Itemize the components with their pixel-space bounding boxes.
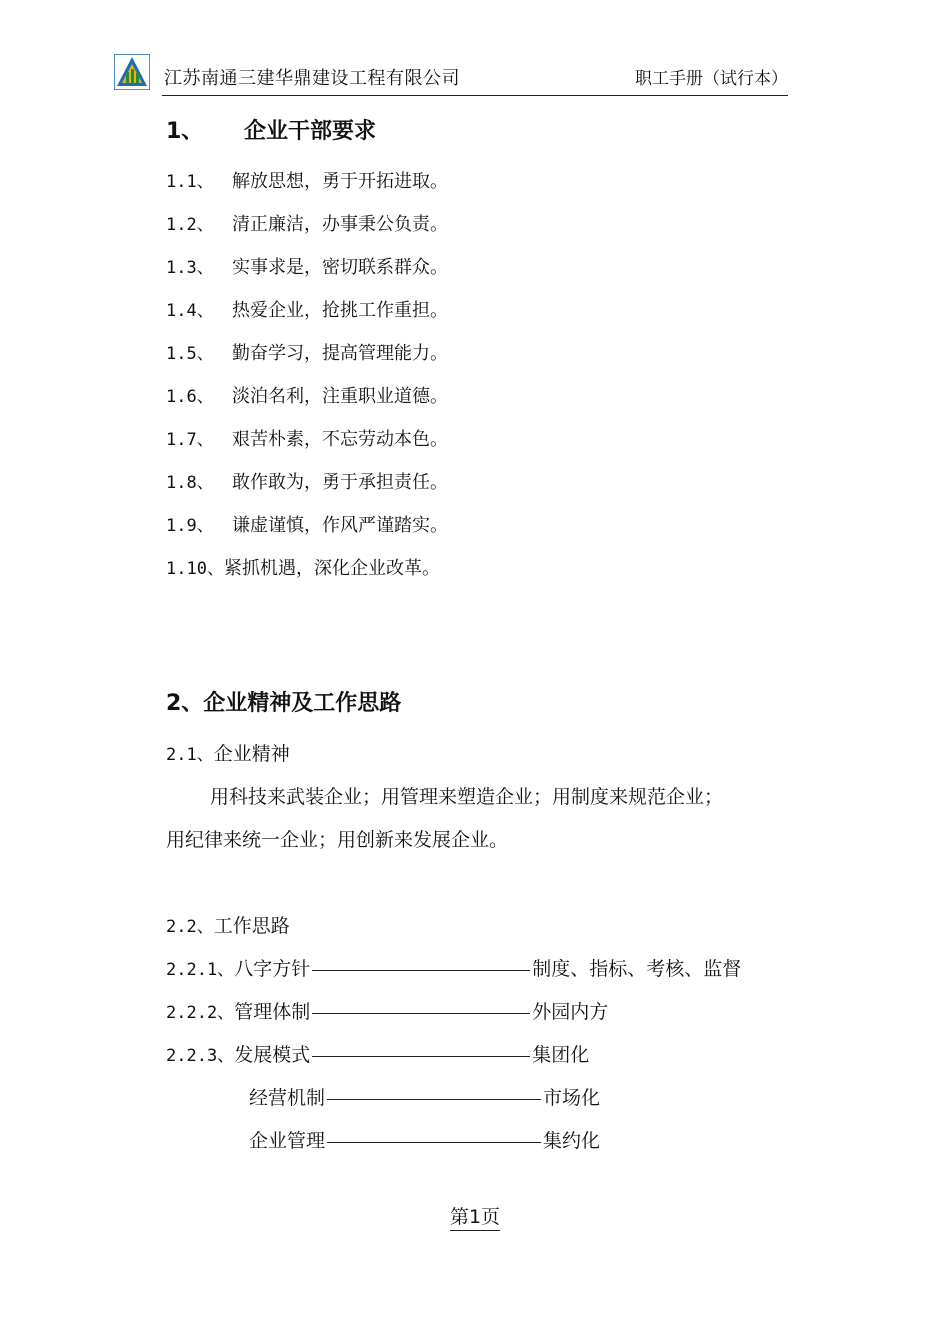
list-item: 1.6、 淡泊名利，注重职业道德。 — [166, 386, 448, 407]
list-item: 1.7、 艰苦朴素，不忘劳动本色。 — [166, 429, 448, 450]
dash-leader — [327, 1142, 541, 1143]
spirit-line-2: 用纪律来统一企业；用创新来发展企业。 — [166, 829, 509, 851]
dash-leader — [312, 970, 530, 971]
header-divider — [162, 95, 788, 96]
company-logo-icon — [114, 54, 150, 90]
ideas-row: 企业管理 集约化 — [249, 1130, 601, 1152]
page-number: 第1页 — [0, 1202, 950, 1229]
ideas-heading: 2.2、工作思路 — [166, 915, 290, 937]
spirit-heading: 2.1、企业精神 — [166, 743, 290, 765]
list-item: 1.9、 谦虚谨慎，作风严谨踏实。 — [166, 515, 448, 536]
list-item: 1.2、 清正廉洁，办事秉公负责。 — [166, 214, 448, 235]
dash-leader — [327, 1099, 541, 1100]
ideas-row: 经营机制 市场化 — [249, 1087, 601, 1109]
list-item: 1.10、紧抓机遇，深化企业改革。 — [166, 558, 440, 579]
list-item: 1.8、 敢作敢为，勇于承担责任。 — [166, 472, 448, 493]
list-item: 1.5、 勤奋学习，提高管理能力。 — [166, 343, 448, 364]
dash-leader — [312, 1013, 530, 1014]
ideas-row: 2.2.3、发展模式 集团化 — [166, 1044, 590, 1066]
handbook-title: 职工手册（试行本） — [635, 69, 788, 89]
list-item: 1.4、 热爱企业，抢挑工作重担。 — [166, 300, 448, 321]
dash-leader — [312, 1056, 530, 1057]
ideas-row: 2.2.1、八字方针 制度、指标、考核、监督 — [166, 958, 742, 980]
section1-heading — [166, 114, 376, 145]
ideas-row: 2.2.2、管理体制 外园内方 — [166, 1001, 609, 1023]
section1-number: 1、 — [166, 119, 204, 144]
section1-title: 企业干部要求 — [244, 119, 377, 144]
page-header — [114, 52, 788, 96]
list-item: 1.1、 解放思想，勇于开拓进取。 — [166, 171, 448, 192]
list-item: 1.3、 实事求是，密切联系群众。 — [166, 257, 448, 278]
section2-heading: 2、企业精神及工作思路 — [166, 691, 402, 716]
company-name: 江苏南通三建华鼎建设工程有限公司 — [164, 68, 460, 89]
spirit-line-1: 用科技来武装企业；用管理来塑造企业；用制度来规范企业； — [210, 786, 724, 808]
